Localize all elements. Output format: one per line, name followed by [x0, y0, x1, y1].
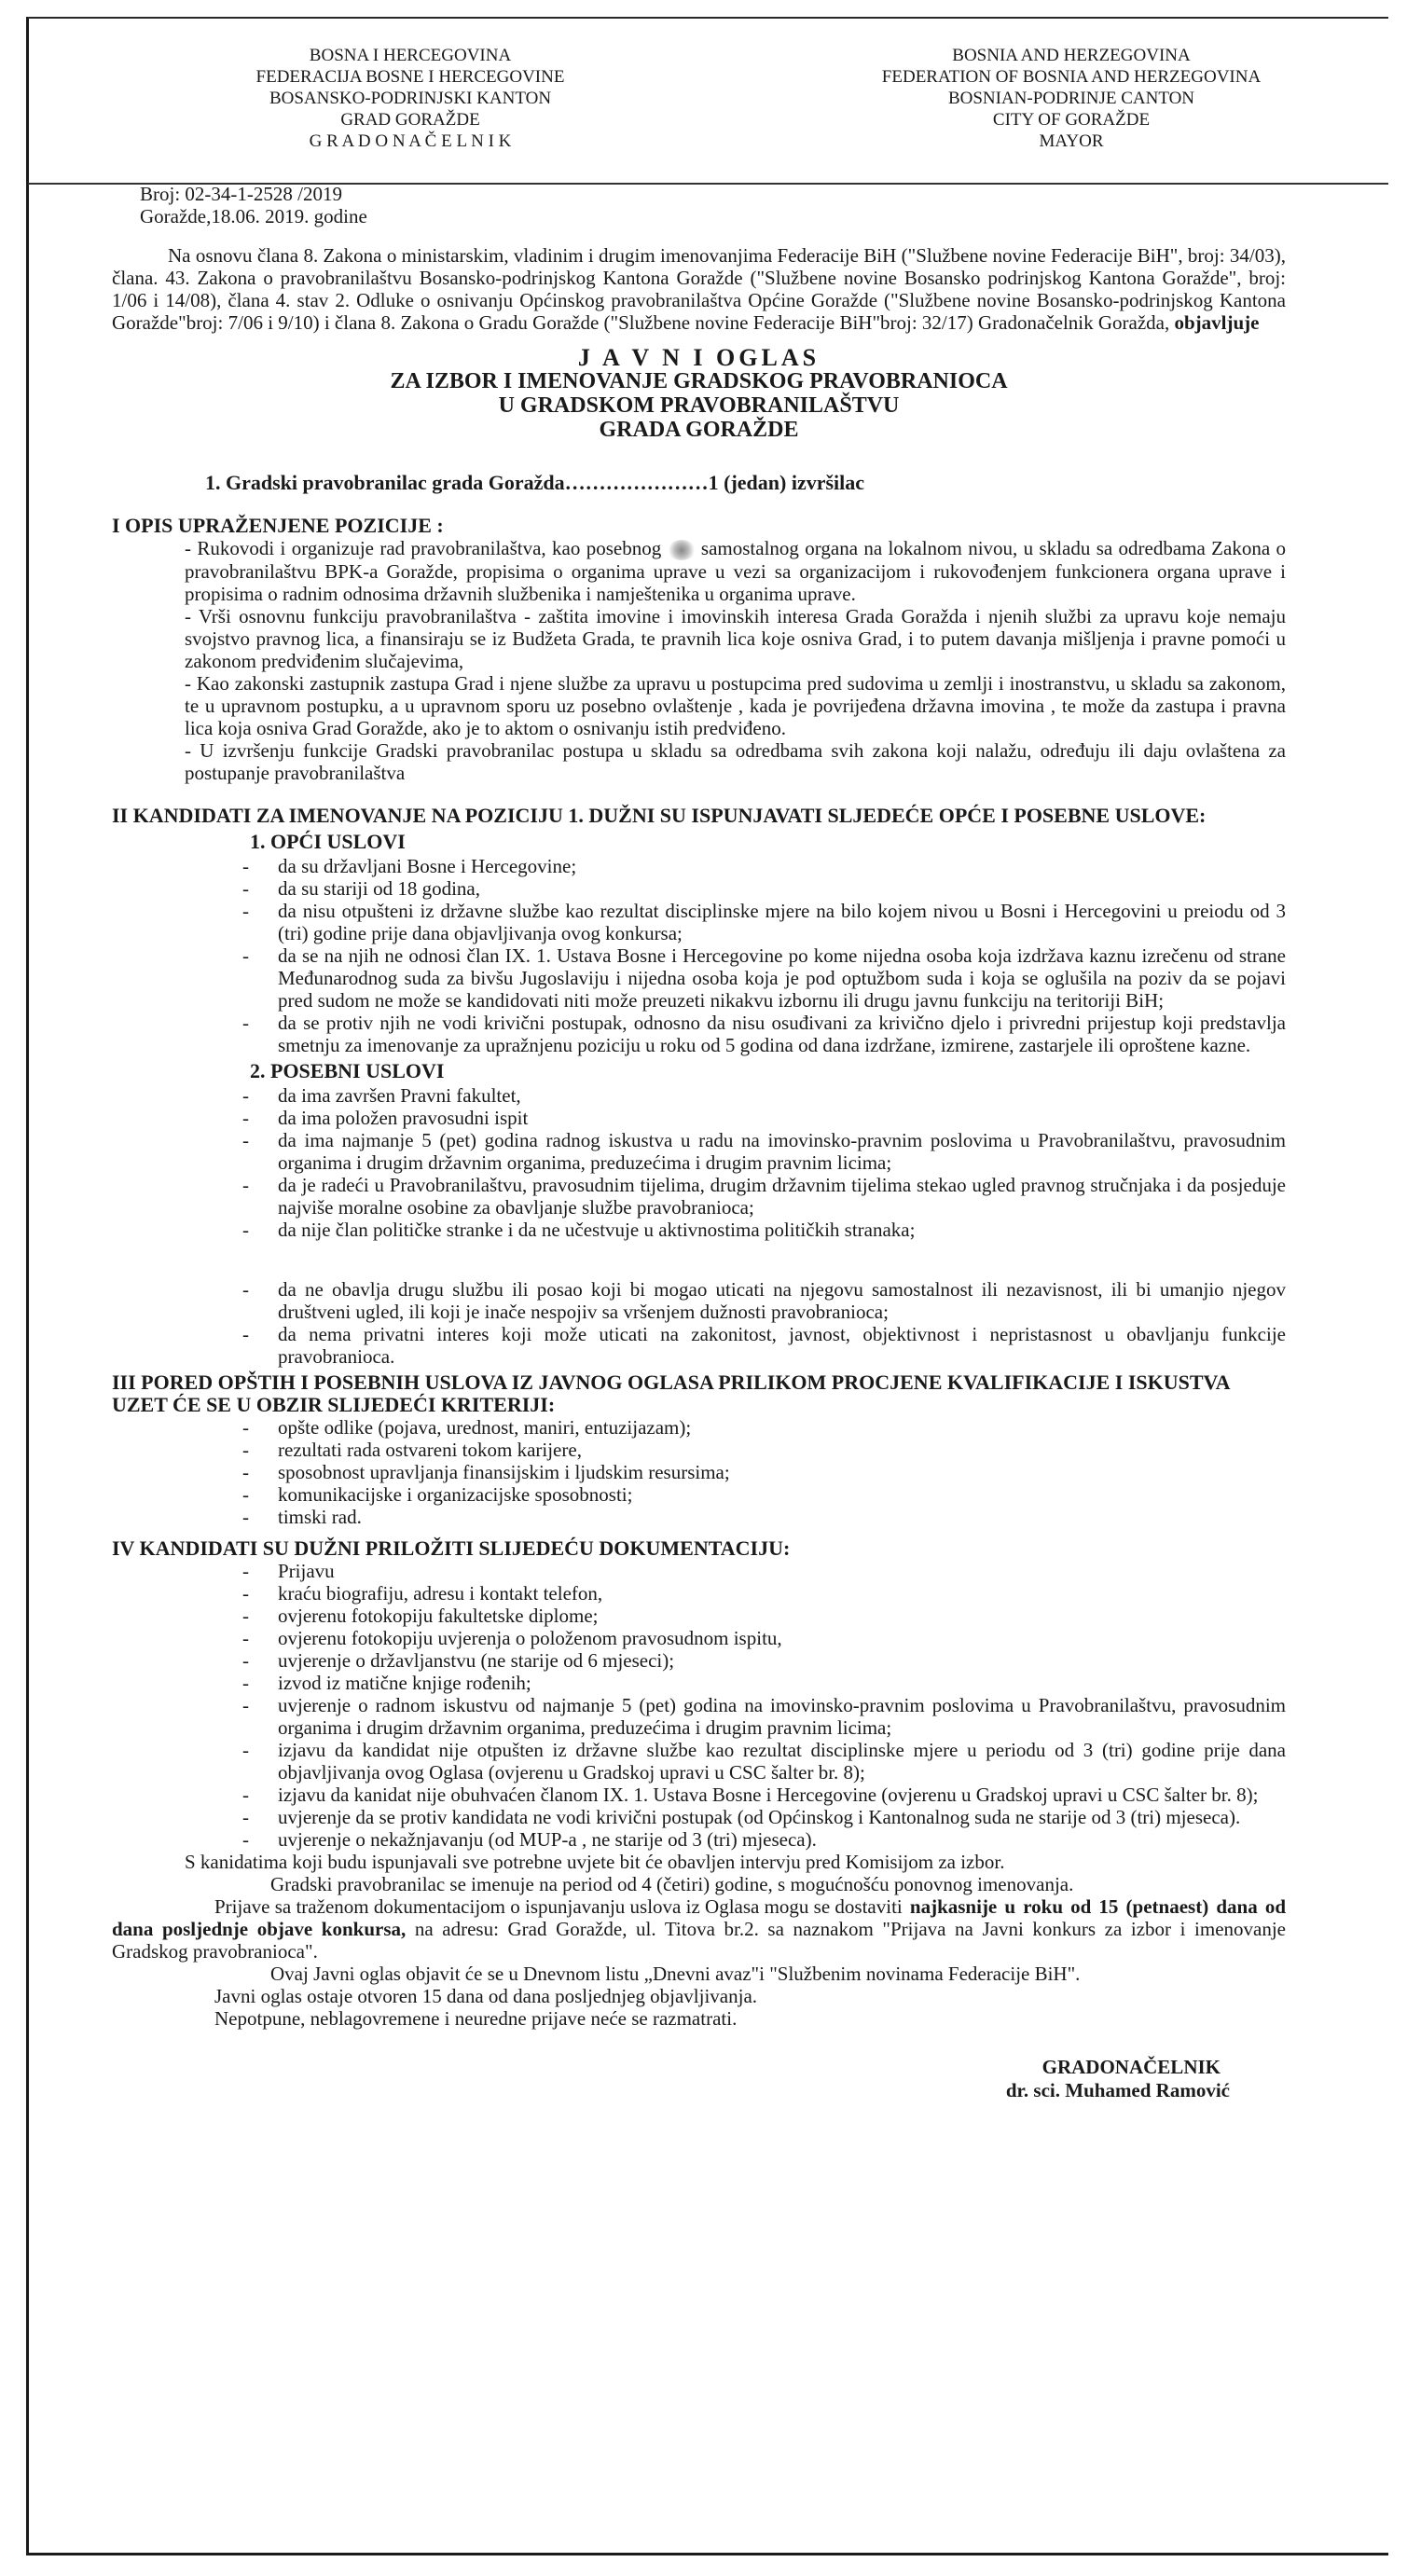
notice-subtitle: U GRADSKOM PRAVOBRANILAŠTVU	[498, 393, 900, 418]
reference-number: Broj: 02-34-1-2528 /2019	[140, 183, 342, 205]
list-item: - da su državljani Bosne i Hercegovine;	[242, 855, 1286, 877]
signature-title: GRADONAČELNIK	[1041, 2056, 1221, 2079]
deadline-text: najkasnije u roku od 15 (petnaest) dana od dana posljednje objave konkursa,	[112, 1895, 1287, 1941]
closing-paragraph: S kanidatima koji budu ispunjavali sve potrebne uvjete bit će obavljen intervju pred Komisijom za izbor.	[185, 1851, 1005, 1874]
special-conditions-list	[112, 1084, 1286, 1241]
list-item: - da ne obavlja drugu službu ili posao koji bi mogao uticati na njegovu samostalnost ili nezavisnost, ili bi umanjio njegov društveni ugled, ili koji je inače nespojiv sa vršenjem dužnosti pravobranioca;	[242, 1278, 1286, 1323]
list-item: - ovjerenu fotokopiju uvjerenja o položenom pravosudnom ispitu,	[242, 1627, 1286, 1649]
paragraph: - Kao zakonski zastupnik zastupa Grad i njene službe za upravu u postupcima pred sudovima u zemlji i inostranstvu, u skladu sa zakonom, te u upravnom postupku, a u upravnom sporu uz posebno ovlaštenje , kada je povrijeđena državna imovina , te može da zastupa i pravna lica koja osniva Grad Goražde, ako je to aktom o osnivanju istih predviđeno.	[185, 672, 1286, 740]
list-item: - uvjerenje da se protiv kandidata ne vodi krivični postupak (od Općinskog i Kantonalnog suda ne starije od 3 (tri) mjeseca).	[242, 1806, 1286, 1828]
legal-basis	[112, 244, 1286, 334]
list-item: - uvjerenje o nekažnjavanju (od MUP-a , ne starije od 3 (tri) mjeseca).	[242, 1828, 1286, 1851]
list-item: - izvod iz matične knjige rođenih;	[242, 1672, 1286, 1694]
list-item: - komunikacijske i organizacijske sposobnosti;	[242, 1483, 1286, 1506]
notice-subtitle: GRADA GORAŽDE	[599, 418, 799, 442]
letterhead-english	[810, 45, 1332, 157]
subsection-heading: 1. OPĆI USLOVI	[250, 830, 406, 854]
special-conditions-list-continued	[112, 1278, 1286, 1368]
list-item: - da nisu otpušteni iz državne službe kao rezultat disciplinske mjere na bilo kojem nivou u Bosni i Hercegovini u preiodu od 3 (tri) godine prije dana objavljivanja ovog konkursa;	[242, 900, 1286, 944]
signature-name: dr. sci. Muhamed Ramović	[1005, 2079, 1230, 2102]
letterhead-line: BOSANSKO-PODRINJSKI KANTON	[269, 89, 552, 108]
stamp-mark	[668, 540, 696, 560]
paragraph-text: - Rukovodi i organizuje rad pravobranilaštva, kao posebnog	[185, 537, 662, 559]
paragraph: - Vrši osnovnu funkciju pravobranilaštva - zaštita imovine i imovinskih interesa Grada Goražda i njenih službi za upravu koje nemaju svojstvo pravnog lica, a finansiraju se iz Budžeta Grada, te pravnih lica koje osniva Grad, i to putem davanja mišljenja i pravne pomoći u zakonom predviđenim slučajevima,	[185, 605, 1286, 673]
list-item: - uvjerenje o radnom iskustvu od najmanje 5 (pet) godina na imovinsko-pravnim poslovima u Pravobranilaštvu, pravosudnim organima i drugim državnim organima, preduzećima i drugim pravnim licima;	[242, 1694, 1286, 1739]
letterhead-line: GRAD GORAŽDE	[340, 110, 480, 130]
notice-subtitle: ZA IZBOR I IMENOVANJE GRADSKOG PRAVOBRANIOCA	[390, 369, 1008, 393]
list-item: - izjavu da kanidat nije obuhvaćen članom IX. 1. Ustava Bosne i Hercegovine (ovjerenu u Gradskoj upravi u CSC šalter br. 8);	[242, 1784, 1286, 1806]
letterhead-line: BOSNIA AND HERZEGOVINA	[952, 46, 1191, 65]
list-item: - da su stariji od 18 godina,	[242, 877, 1286, 900]
list-item: - da se protiv njih ne vodi krivični postupak, odnosno da nisu osuđivani za krivično djelo i privredni prijestup koji predstavlja smetnju za imenovanje za upražnjenu poziciju u roku od 5 godina od dana izdržane, izmirene, zastarjele ili oproštene kazne.	[242, 1012, 1286, 1056]
list-item: - da nema privatni interes koji može uticati na zakonitost, javnost, objektivnost i nepristasnost u obavljanju funkcije pravobranioca.	[242, 1323, 1286, 1368]
paragraph: - U izvršenju funkcije Gradski pravobranilac postupa u skladu sa odredbama svih zakona koji nalažu, određuju ili daju ovlaštena za postupanje pravobranilaštva	[185, 739, 1286, 785]
list-item: - da ima položen pravosudni ispit	[242, 1107, 1286, 1129]
list-item: - da ima najmanje 5 (pet) godina radnog iskustva u radu na imovinsko-pravnim poslovima u Pravobranilaštvu, pravosudnim organima i drugim državnim organima, preduzećima i drugim pravnim licima;	[242, 1129, 1286, 1174]
closing-text: na adresu: Grad Goražde, ul. Titova br.2. sa naznakom "Prijava na Javni konkurs za izbor i imenovanje Gradskog pravobranioca".	[112, 1918, 1287, 1963]
letterhead-line: BOSNIAN-PODRINJE CANTON	[947, 89, 1195, 108]
document-meta	[140, 183, 1286, 227]
letterhead-line: CITY OF GORAŽDE	[992, 110, 1151, 130]
section-body	[185, 537, 1286, 784]
paragraph	[185, 537, 1286, 605]
position-line: 1. Gradski pravobranilac grada Goražda…………………1 (jedan) izvršilac	[205, 471, 865, 494]
section-heading: II KANDIDATI ZA IMENOVANJE NA POZICIJU 1. DUŽNI SU ISPUNJAVATI SLJEDEĆE OPĆE I POSEBNE USLOVE:	[112, 804, 1207, 828]
section-heading: III PORED OPŠTIH I POSEBNIH USLOVA IZ JAVNOG OGLASA PRILIKOM PROCJENE KVALIFIKACIJE I ISKUSTVA UZET ĆE SE U OBZIR SLIJEDEĆI KRITERIJI:	[112, 1371, 1230, 1417]
paragraph-text: samostalnog organa na lokalnom nivou, u skladu sa odredbama Zakona o pravobranilaštvu BPK-a Goražde, propisima o organima uprave u vezi sa organizacijom i rukovođenjem funkcionera organa uprave i propisima o radnim odnosima državnih službenika i namještenika u organima uprave.	[185, 537, 1286, 606]
letterhead	[65, 45, 1370, 157]
legal-basis-text: Na osnovu člana 8. Zakona o ministarskim, vladinim i drugim imenovanjima Federacije BiH ("Službene novine Federacije BiH", broj: 34/03), člana. 43. Zakona o pravobranilaštvu Bosansko-podrinjskog Kantona Goražde ("Službene novine Bosansko podrinjskog Kantona Goražde", broj: 1/06 i 14/08), člana 4. stav 2. Odluke o osnivanju Općinskog pravobranilaštva Općine Goražde ("Službene novine Bosansko-podrinjskog Kantona Goražde"broj: 7/06 i 9/10) i člana 8. Zakona o Gradu Goražde ("Službene novine Federacije BiH"broj: 32/17) Gradonačelnik Goražda,	[112, 244, 1286, 334]
letterhead-line: G R A D O N A Č E L N I K	[309, 131, 512, 151]
closing-paragraph: Gradski pravobranilac se imenuje na period od 4 (četiri) godine, s mogućnošću ponovnog imenovanja.	[270, 1873, 1074, 1896]
signature-block	[112, 2056, 1230, 2102]
list-item: - uvjerenje o državljanstvu (ne starije od 6 mjeseci);	[242, 1649, 1286, 1672]
letterhead-line: FEDERACIJA BOSNE I HERCEGOVINE	[255, 67, 565, 87]
list-item: - da ima završen Pravni fakultet,	[242, 1084, 1286, 1107]
closing-paragraph	[112, 1895, 1286, 1963]
list-item: - timski rad.	[242, 1506, 1286, 1528]
documents-list	[112, 1560, 1286, 1851]
letterhead-local	[149, 45, 671, 157]
list-item: - rezultati rada ostvareni tokom karijere,	[242, 1439, 1286, 1461]
list-item: - Prijavu	[242, 1560, 1286, 1582]
document-date: Goražde,18.06. 2019. godine	[140, 205, 367, 227]
letterhead-line: MAYOR	[1039, 131, 1104, 151]
list-item: - da nije član političke stranke i da ne učestvuje u aktivnostima političkih stranaka;	[242, 1219, 1286, 1241]
list-item: - opšte odlike (pojava, urednost, maniri, entuzijazam);	[242, 1416, 1286, 1439]
letterhead-line: FEDERATION OF BOSNIA AND HERZEGOVINA	[881, 67, 1262, 87]
closing-paragraph: Ovaj Javni oglas objavit će se u Dnevnom listu „Dnevni avaz"i "Službenim novinama Federacije BiH".	[270, 1963, 1081, 1986]
letterhead-line: BOSNA I HERCEGOVINA	[309, 46, 512, 65]
closing-text: Prijave sa traženom dokumentacijom o ispunjavanju uslova iz Oglasa mogu se dostaviti	[214, 1895, 903, 1919]
document-body	[112, 183, 1286, 2102]
list-item: - sposobnost upravljanja finansijskim i ljudskim resursima;	[242, 1461, 1286, 1483]
notice-title: J A V N I OGLAS	[577, 344, 821, 371]
general-conditions-list	[112, 855, 1286, 1056]
criteria-list	[112, 1416, 1286, 1528]
section-heading: I OPIS UPRAŽENJENE POZICIJE :	[112, 514, 444, 537]
closing-paragraph: Javni oglas ostaje otvoren 15 dana od dana posljednjeg objavljivanja.	[214, 1985, 758, 2008]
list-item: - kraću biografiju, adresu i kontakt telefon,	[242, 1582, 1286, 1605]
closing-paragraph: Nepotpune, neblagovremene i neuredne prijave neće se razmatrati.	[214, 2007, 738, 2031]
list-item: - da se na njih ne odnosi član IX. 1. Ustava Bosne i Hercegovine po kome nijedna osoba koja izdržava kaznu izrečenu od strane Međunarodnog suda za bivšu Jugoslaviju i nijedna osoba koja je pod optužbom suda i koja se oglušila na poziv da se pojavi pred sudom ne može se kandidovati niti može preuzeti nikakvu izbornu ili drugu javnu funkciju na teritoriji BiH;	[242, 944, 1286, 1012]
section-heading: IV KANDIDATI SU DUŽNI PRILOŽITI SLIJEDEĆU DOKUMENTACIJU:	[112, 1536, 791, 1561]
closing-notes	[112, 1851, 1286, 2030]
subsection-heading: 2. POSEBNI USLOVI	[250, 1059, 445, 1083]
list-item: - izjavu da kandidat nije otpušten iz državne službe kao rezultat disciplinske mjere u periodu od 3 (tri) godine prije dana objavljivanja ovog Oglasa (ovjerenu u Gradskoj upravi u CSC šalter br. 8);	[242, 1739, 1286, 1784]
list-item: - ovjerenu fotokopiju fakultetske diplome;	[242, 1605, 1286, 1627]
legal-basis-verb: objavljuje	[1174, 311, 1260, 334]
spacer	[112, 1241, 1286, 1278]
list-item: - da je radeći u Pravobranilaštvu, pravosudnim tijelima, drugim državnim tijelima stekao ugled pravnog stručnjaka i da posjeduje najviše moralne osobine za obavljanje službe pravobranioca;	[242, 1174, 1286, 1219]
